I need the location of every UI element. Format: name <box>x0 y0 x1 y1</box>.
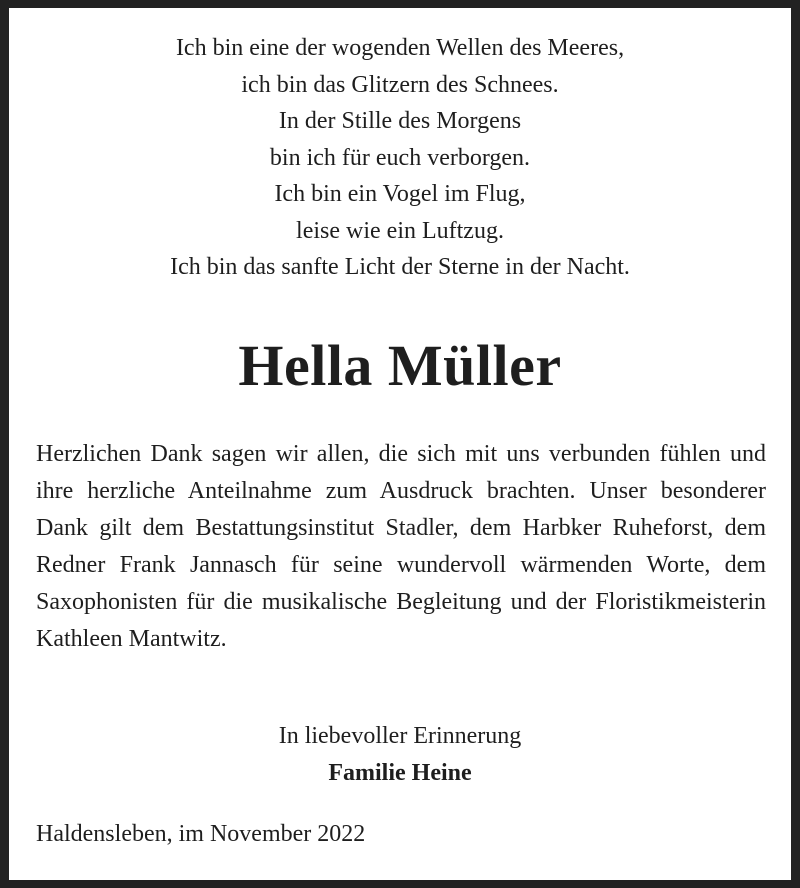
poem-line: ich bin das Glitzern des Schnees. <box>241 71 559 98</box>
poem-line: In der Stille des Morgens <box>278 108 522 134</box>
poem <box>9 30 791 286</box>
poem-line: Ich bin das sanfte Licht der Sterne in der Nacht. <box>170 254 630 280</box>
closing-line: In liebevoller Erinnerung <box>278 723 522 749</box>
poem-line: Ich bin eine der wogenden Wellen des Meeres, <box>175 35 625 61</box>
deceased-name: Hella Müller <box>238 333 562 398</box>
poem-line: bin ich für euch verborgen. <box>269 144 531 171</box>
poem-line: Ich bin ein Vogel im Flug, <box>274 181 526 207</box>
place-and-date: Haldensleben, im November 2022 <box>36 821 366 847</box>
family-signature: Familie Heine <box>328 760 472 786</box>
thanks-paragraph: Herzlichen Dank sagen wir allen, die sich mit uns verbunden fühlen und ihre herzliche Anteilnahme zum Ausdruck brachten. Unser besonderer Dank gilt dem Bestattungsinstitut Stadler, dem Harbker Ruheforst, dem Redner Frank Jannasch für seine wundervoll wärmenden Worte, dem Saxophonisten für die musikalische Begleitung und der Floristikmeisterin Kathleen Mantwitz. <box>36 441 766 652</box>
poem-line: leise wie ein Luftzug. <box>296 217 504 244</box>
